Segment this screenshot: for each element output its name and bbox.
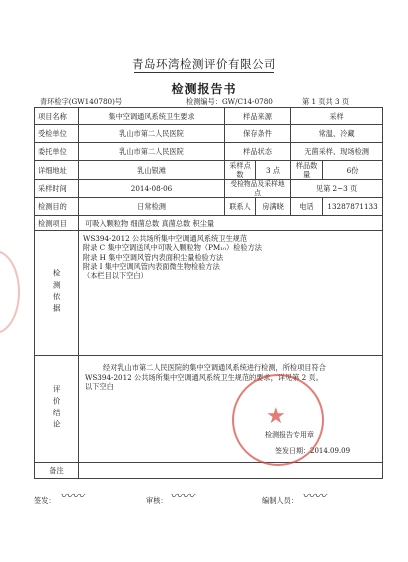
- date-value: 2014-08-06: [79, 180, 225, 198]
- phone-label: 电话: [291, 198, 323, 216]
- storage-value: 常温、冷藏: [291, 125, 383, 143]
- contact-value: 房满晓: [256, 198, 291, 216]
- contact-label: 联系人: [225, 198, 256, 216]
- items-value: 见第 2~3 页: [291, 180, 383, 198]
- report-title: 检测报告书: [171, 82, 237, 96]
- issue-date: 签发日期：2014.09.09: [275, 447, 351, 455]
- basis-line: WS394-2012 公共场所集中空调通风系统卫生规范: [83, 234, 248, 243]
- basis-line: 附录 C 集中空调送风中可吸入颗粒物（PM₁₀）检验方法: [83, 243, 262, 253]
- remark-label: 备注: [35, 463, 79, 479]
- commission-label: 委托单位: [35, 143, 79, 161]
- basis-line: （本栏目以下空白）: [83, 271, 148, 281]
- address-label: 详细地址: [35, 161, 79, 180]
- state-label: 样品状态: [225, 143, 291, 161]
- sample-count-value: 6份: [323, 161, 383, 180]
- commission-value: 乳山市第二人民医院: [79, 143, 225, 161]
- editor-signature-icon: 〰〰: [302, 489, 327, 503]
- purpose-label: 检测目的: [35, 198, 79, 216]
- report-table: [34, 107, 383, 479]
- items-label: 受检物品及采样地点: [225, 180, 291, 198]
- date-label: 采样时间: [35, 180, 79, 198]
- row-date: [35, 180, 383, 198]
- editor-label: 编制人员：: [262, 496, 298, 505]
- qty-label: 采样点数: [225, 161, 256, 180]
- client-value: 乳山市第二人民医院: [79, 125, 225, 143]
- row-conclusion: [35, 356, 383, 463]
- conclusion-line: 以下空白: [85, 382, 114, 392]
- purpose-value: 日常检测: [79, 198, 225, 216]
- company-name: 青岛环湾检测评价有限公司: [132, 57, 276, 71]
- state-value: 无菌采样、现场检测: [291, 143, 383, 161]
- row-commission: [35, 143, 383, 161]
- row-basis: [35, 231, 383, 356]
- basis-line: 附录 I 集中空调风管内表面微生物检验方法: [83, 262, 220, 272]
- basis-label-cell: [35, 231, 79, 356]
- conclusion-content: [79, 356, 383, 463]
- test-items-value: 可吸入颗粒物 细菌总数 真菌总数 积尘量: [79, 216, 383, 231]
- seal-star-icon: ★: [266, 404, 286, 429]
- row-purpose: [35, 198, 383, 216]
- phone-value: 13287871133: [323, 198, 383, 216]
- row-project: [35, 108, 383, 125]
- row-client: [35, 125, 383, 143]
- source-label: 样品来源: [225, 108, 291, 125]
- report-number: 检测编号：GW/C14-0780: [186, 97, 273, 106]
- qty-value: 3 点: [256, 161, 291, 180]
- basis-line: 附录 H 集中空调风管内表面积尘量检验方法: [83, 252, 224, 262]
- reviewer-signature-icon: 〰〰: [170, 489, 195, 503]
- address-value: 乳山银滩: [79, 161, 225, 180]
- client-label: 受检单位: [35, 125, 79, 143]
- remark-value: [79, 463, 383, 479]
- sample-count-label: 样品数量: [291, 161, 323, 180]
- project-value: 集中空调通风系统卫生要求: [79, 108, 225, 125]
- conclusion-label-cell: [35, 356, 79, 463]
- project-label: 项目名称: [35, 108, 79, 125]
- stamp-label: 检测报告专用章: [265, 431, 314, 439]
- row-address: [35, 161, 383, 180]
- basis-label: 检测依据: [52, 268, 62, 316]
- row-remark: [35, 463, 383, 479]
- conclusion-label: 评价结论: [52, 384, 62, 432]
- page-indicator: 第 1 页共 3 页: [302, 97, 350, 106]
- source-value: 采样: [291, 108, 383, 125]
- reviewer-label: 审核：: [146, 496, 168, 505]
- edge-seal: [0, 250, 20, 334]
- signer-label: 签发：: [34, 496, 56, 505]
- storage-label: 保存条件: [225, 125, 291, 143]
- test-items-label: 检测项目: [35, 216, 79, 231]
- conclusion-line: WS394-2012 公共场所集中空调通风系统卫生规范的要求，详见第 2 页。: [85, 372, 323, 382]
- basis-content: [79, 231, 383, 356]
- row-test-items: [35, 216, 383, 231]
- signer-signature-icon: 〰〰: [60, 489, 85, 503]
- official-seal: [232, 374, 324, 466]
- title-underline: [134, 72, 274, 73]
- cert-number: 青环检字(GW140780)号: [40, 97, 123, 106]
- conclusion-line: 经对乳山市第二人民医院的集中空调通风系统进行检测，所检项目符合: [103, 363, 326, 372]
